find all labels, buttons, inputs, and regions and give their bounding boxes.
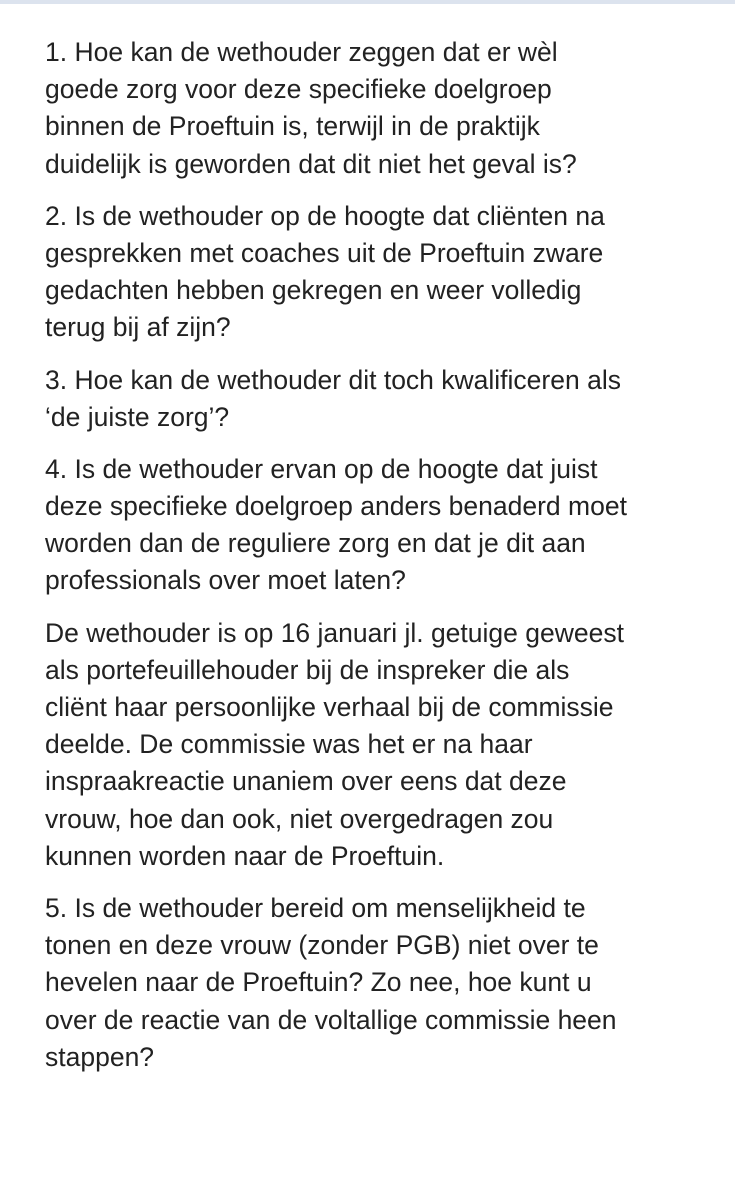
question-5-paragraph [45,890,717,1076]
text-line: gedachten hebben gekregen en weer volledig [45,275,582,306]
text-line: deze specifieke doelgroep anders benaderd moet [45,491,627,522]
text-line: 5. Is de wethouder bereid om menselijkheid te [45,892,586,923]
question-3-paragraph [45,362,717,436]
document-body [45,34,717,1091]
text-line: worden dan de reguliere zorg en dat je dit aan [45,528,586,559]
top-edge-strip [0,0,735,4]
text-line: ‘de juiste zorg’? [45,401,230,432]
text-line: vrouw, hoe dan ook, niet overgedragen zou [45,803,554,834]
text-line: goede zorg voor deze specifieke doelgroep [45,74,552,105]
text-line: als portefeuillehouder bij de inspreker die als [45,654,570,685]
text-line: 3. Hoe kan de wethouder dit toch kwalificeren als [45,364,621,395]
text-line: over de reactie van de voltallige commissie heen [45,1004,617,1035]
text-line: 1. Hoe kan de wethouder zeggen dat er wèl [45,37,558,67]
question-4-paragraph [45,451,717,600]
text-line: stappen? [45,1041,155,1072]
text-line: inspraakreactie unaniem over eens dat deze [45,766,567,797]
text-line: terug bij af zijn? [45,312,231,343]
text-line: deelde. De commissie was het er na haar [45,729,533,760]
question-2-paragraph [45,198,717,347]
text-line: professionals over moet laten? [45,565,406,596]
text-line: hevelen naar de Proeftuin? Zo nee, hoe kunt u [45,967,592,998]
text-line: 4. Is de wethouder ervan op de hoogte dat juist [45,453,598,484]
text-line: 2. Is de wethouder op de hoogte dat cliënten na [45,200,605,231]
text-line: duidelijk is geworden dat dit niet het geval is? [45,148,577,179]
text-line: De wethouder is op 16 januari jl. getuige geweest [45,617,624,648]
text-line: binnen de Proeftuin is, terwijl in de praktijk [45,111,540,142]
text-line: cliënt haar persoonlijke verhaal bij de commissie [45,692,614,722]
question-1-paragraph [45,34,717,183]
text-line: tonen en deze vrouw (zonder PGB) niet over te [45,930,599,961]
text-line: gesprekken met coaches uit de Proeftuin zware [45,237,604,268]
text-line: kunnen worden naar de Proeftuin. [45,840,445,871]
context-paragraph [45,615,717,875]
